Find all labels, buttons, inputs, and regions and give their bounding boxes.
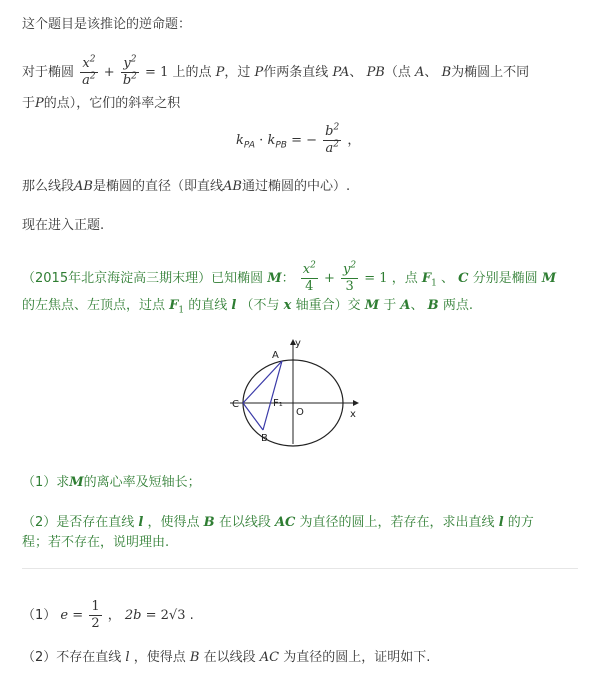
paragraph-3: 现在进入正题. bbox=[22, 218, 105, 233]
problem-line-1: （2015年北京海淀高三期末理）已知椭圆 M： $\frac{x^2}{4}$ + $\frac{y^2}{3}$ = 1 ，点 $F_1$ 、 C 分别是椭圆 M bbox=[22, 260, 557, 294]
paragraph-1-line-1: 对于椭圆 $\frac{x^2}{a^2}$ + $\frac{y^2}{b^2}$ = 1 上的点 P，过 P作两条直线 PA、 PB（点 A、 B为椭圆上不同 bbox=[22, 54, 530, 88]
label-O: O bbox=[296, 407, 304, 418]
label-x: x bbox=[350, 409, 356, 420]
question-2-line-1: （2）是否存在直线 l ，使得点 B 在以线段 AC 为直径的圆上，若存在，求出直线 l 的方 bbox=[22, 515, 534, 530]
label-F1: F₁ bbox=[273, 398, 283, 409]
fraction-y2-b2: $\frac{y^2}{b^2}$ bbox=[122, 54, 137, 88]
label-B: B bbox=[261, 433, 268, 444]
answer-2: （2）不存在直线 l ，使得点 B 在以线段 AC 为直径的圆上，证明如下. bbox=[22, 650, 431, 665]
label-C: C bbox=[232, 399, 239, 410]
problem-line-2: 的左焦点、左顶点，过点 $F_1$ 的直线 l （不与 x 轴重合）交 M 于 A、 B 两点. bbox=[22, 298, 473, 316]
fraction-x2-a2: $\frac{x^2}{a^2}$ bbox=[82, 54, 96, 88]
x-axis-arrow bbox=[353, 400, 359, 406]
label-y: y bbox=[295, 338, 301, 349]
paragraph-2: 那么线段AB是椭圆的直径（即直线AB通过椭圆的中心）. bbox=[22, 179, 351, 194]
intro-text: 这个题目是该推论的逆命题： bbox=[22, 17, 192, 32]
ellipse-figure bbox=[225, 335, 365, 447]
paragraph-1-line-2: 于P的点），它们的斜率之积 bbox=[22, 96, 181, 111]
answer-1: （1） e = $\frac{1}{2}$ ， 2b = 2√3 . bbox=[22, 599, 194, 631]
slope-product-formula: $k_{PA} \cdot k_{PB}$ = − $\frac{b^2}{a^2}$ ， bbox=[236, 122, 361, 156]
divider bbox=[22, 568, 578, 569]
question-1: （1）求M的离心率及短轴长； bbox=[22, 475, 201, 490]
label-A: A bbox=[272, 350, 279, 361]
question-2-line-2: 程；若不存在，说明理由. bbox=[22, 535, 170, 550]
